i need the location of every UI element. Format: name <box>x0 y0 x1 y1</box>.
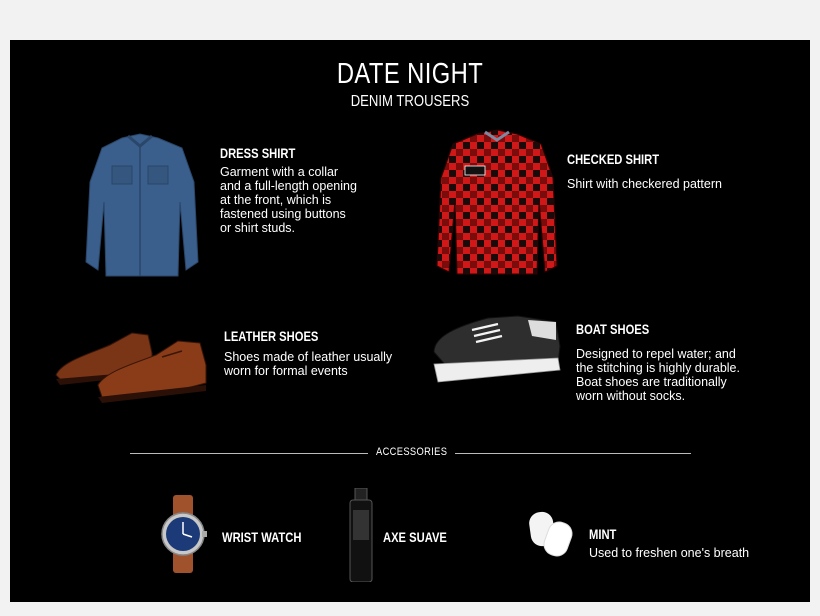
accessories-label: ACCESSORIES <box>376 446 448 458</box>
dress-shirt-image <box>82 132 202 280</box>
divider-left <box>130 453 368 454</box>
boat-shoes-description: Designed to repel water; and the stitching is highly durable. Boat shoes are traditionally worn without socks. <box>576 347 740 403</box>
dress-shirt-title: DRESS SHIRT <box>220 145 296 161</box>
leather-shoes-image <box>52 325 212 403</box>
axe-suave-image <box>348 488 374 582</box>
page-title: DATE NIGHT <box>336 58 484 90</box>
checked-shirt-image <box>435 128 560 278</box>
wrist-watch-image <box>158 495 208 573</box>
checked-shirt-title: CHECKED SHIRT <box>567 151 660 167</box>
boat-shoes-image <box>428 312 568 390</box>
leather-shoes-description: Shoes made of leather usually worn for formal events <box>224 350 393 378</box>
mint-description: Used to freshen one's breath <box>589 546 750 560</box>
dress-shirt-description: Garment with a collar and a full-length opening at the front, which is fastened using buttons or shirt studs. <box>220 165 357 235</box>
outfit-card <box>10 40 810 602</box>
boat-shoes-title: BOAT SHOES <box>576 321 650 337</box>
axe-suave-title: AXE SUAVE <box>383 529 447 545</box>
divider-right <box>455 453 691 454</box>
mint-title: MINT <box>589 526 617 542</box>
wrist-watch-title: WRIST WATCH <box>222 529 302 545</box>
leather-shoes-title: LEATHER SHOES <box>224 328 319 344</box>
page-subtitle: DENIM TROUSERS <box>350 93 470 110</box>
mint-image <box>528 510 576 562</box>
checked-shirt-description: Shirt with checkered pattern <box>567 177 722 191</box>
